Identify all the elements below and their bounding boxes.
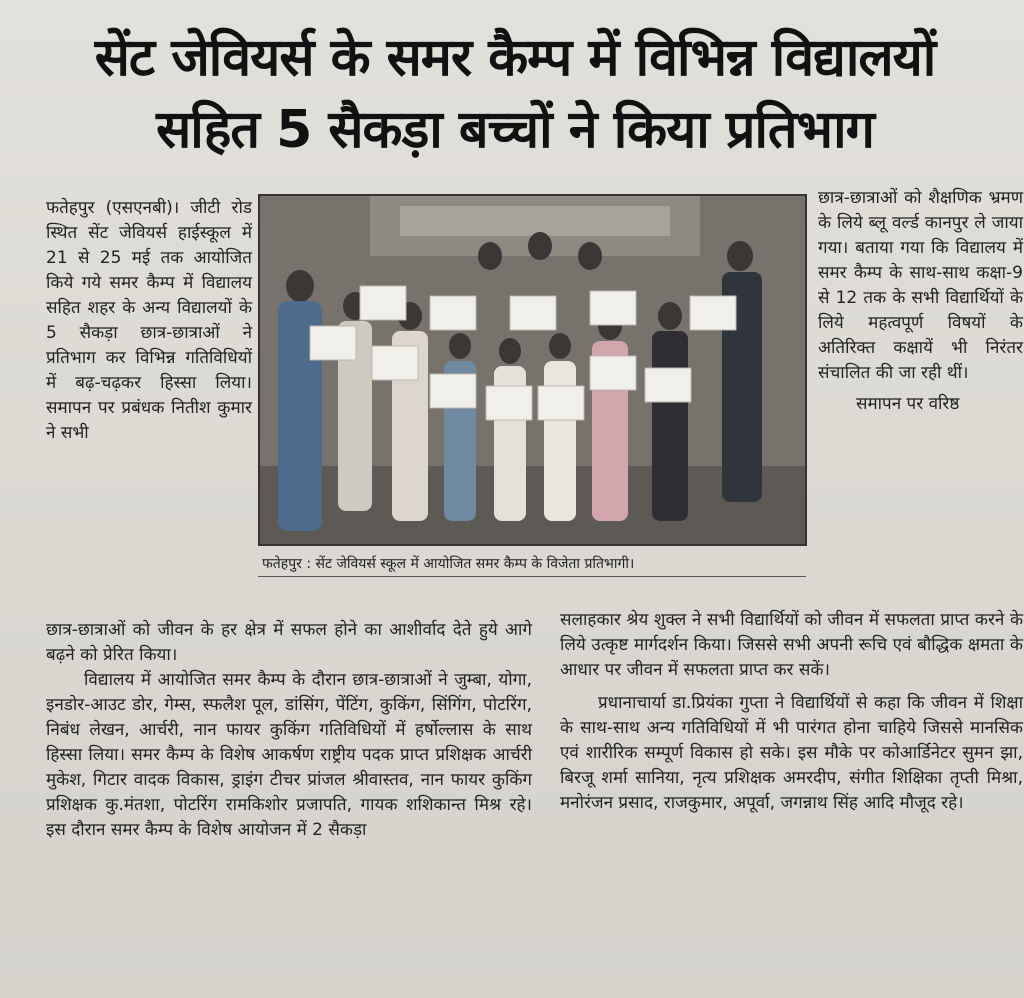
article-paragraph: विद्यालय में आयोजित समर कैम्प के दौरान छात्र-छात्राओं ने जुम्बा, योगा, इनडोर-आउट डोर, गेम्स, स्फलैश पूल, डांसिंग, पेंटिंग, कुकिंग, सिंगिंग, पोटरिंग, निबंध लेखन, आर्चरी, नान फायर कुकिंग गतिविधियों में हर्षोल्लास के साथ हिस्सा लिया। समर कैम्प के विशेष आकर्षण राष्ट्रीय पदक प्राप्त प्रशिक्षक आर्चरी मुकेश, गिटार वादक विकास, ड्राइंग टीचर प्रांजल श्रीवास्तव, नान फायर कुकिंग प्रशिक्षक कु.मंतशा, पोटरिंग रामकिशोर प्रजापति, गायक शशिकान्त मिश्र रहे। इस दौरान समर कैम्प के विशेष आयोजन में 2 सैकड़ा	[46, 670, 532, 840]
news-photo	[258, 194, 807, 546]
article-paragraph: फतेहपुर (एसएनबी)। जीटी रोड स्थित सेंट जेवियर्स हाईस्कूल में 21 से 25 मई तक आयोजित किये गये समर कैम्प में विद्यालय सहित शहर के अन्य विद्यालयों के 5 सैकड़ा छात्र-छात्राओं ने प्रतिभाग कर विभिन्न गतिविधियों में बढ़-चढ़कर हिस्सा लिया। समापन पर प्रबंधक नितीश कुमार ने सभी	[46, 198, 252, 443]
article-column-left	[46, 196, 252, 446]
article-paragraph: छात्र-छात्राओं को शैक्षणिक भ्रमण के लिये ब्लू वर्ल्ड कानपुर ले जाया गया। बताया गया कि विद्यालय में समर कैम्प के साथ-साथ कक्षा-9 से 12 तक के सभी विद्यार्थियों के लिये महत्वपूर्ण विषयों के अतिरिक्त कक्षायें भी निरंतर संचालित की जा रही थीं।	[818, 188, 1023, 383]
photo-caption: फतेहपुर : सेंट जेवियर्स स्कूल में आयोजित समर कैम्प के विजेता प्रतिभागी।	[262, 556, 635, 572]
article-column-bottom-left	[46, 618, 532, 843]
caption-divider	[258, 576, 806, 577]
article-column-right	[818, 186, 1023, 417]
headline-line-1: सेंट जेवियर्स के समर कैम्प में विभिन्न विद्यालयों	[94, 28, 936, 88]
headline-line-2: सहित 5 सैकड़ा बच्चों ने किया प्रतिभाग	[156, 100, 874, 160]
article-paragraph: समापन पर वरिष्ठ	[856, 394, 960, 414]
article-column-bottom-right	[560, 608, 1023, 816]
article-paragraph: प्रधानाचार्या डा.प्रियंका गुप्ता ने विद्यार्थियों से कहा कि जीवन में शिक्षा के साथ-साथ अन्य गतिविधियों में भी पारंगत होना चाहिये जिससे मानसिक एवं शारीरिक सम्पूर्ण विकास हो सके। इस मौके पर कोआर्डिनेटर सुमन झा, बिरजू शर्मा सानिया, नृत्य प्रशिक्षक अमरदीप, संगीत शिक्षिका तृप्ती मिश्रा, मनोरंजन प्रसाद, राजकुमार, अपूर्वा, जगन्नाथ सिंह आदि मौजूद रहे।	[560, 693, 1023, 813]
article-paragraph: सलाहकार श्रेय शुक्ल ने सभी विद्यार्थियों को जीवन में सफलता प्राप्त करने के लिये उत्कृष्ट मार्गदर्शन किया। जिससे सभी अपनी रूचि एवं बौद्धिक क्षमता के आधार पर जीवन में सफलता प्राप्त कर सकें।	[560, 610, 1023, 680]
article-paragraph: छात्र-छात्राओं को जीवन के हर क्षेत्र में सफल होने का आशीर्वाद देते हुये आगे बढ़ने को प्रेरित किया।	[46, 620, 532, 665]
group-photo-image	[260, 196, 805, 544]
